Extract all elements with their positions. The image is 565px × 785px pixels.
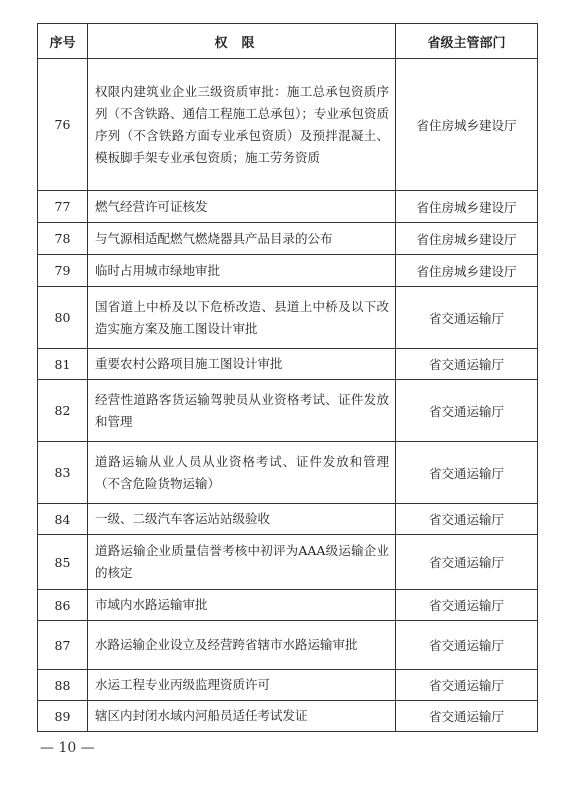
table-header-row bbox=[38, 24, 538, 59]
row-authority: 一级、二级汽车客运站站级验收 bbox=[88, 504, 396, 535]
row-no: 78 bbox=[38, 223, 88, 255]
header-dept: 省级主管部门 bbox=[396, 24, 538, 59]
table-row bbox=[38, 504, 538, 535]
table-row bbox=[38, 223, 538, 255]
table-row bbox=[38, 380, 538, 442]
table-row bbox=[38, 701, 538, 732]
row-no: 82 bbox=[38, 380, 88, 442]
table-row bbox=[38, 59, 538, 191]
row-authority: 与气源相适配燃气燃烧器具产品目录的公布 bbox=[88, 223, 396, 255]
row-authority: 市域内水路运输审批 bbox=[88, 590, 396, 621]
row-dept: 省交通运输厅 bbox=[396, 349, 538, 380]
table-row bbox=[38, 255, 538, 287]
row-authority: 燃气经营许可证核发 bbox=[88, 191, 396, 223]
row-authority: 道路运输从业人员从业资格考试、证件发放和管理（不含危险货物运输） bbox=[88, 442, 396, 504]
row-no: 83 bbox=[38, 442, 88, 504]
header-no: 序号 bbox=[38, 24, 88, 59]
row-authority: 权限内建筑业企业三级资质审批：施工总承包资质序列（不含铁路、通信工程施工总承包）；专业承包资质序列（不含铁路方面专业承包资质）及预拌混凝土、模板脚手架专业承包资质；施工劳务资质 bbox=[88, 59, 396, 191]
table-row bbox=[38, 621, 538, 670]
row-dept: 省交通运输厅 bbox=[396, 287, 538, 349]
row-no: 84 bbox=[38, 504, 88, 535]
row-dept: 省住房城乡建设厅 bbox=[396, 59, 538, 191]
row-dept: 省交通运输厅 bbox=[396, 535, 538, 590]
authority-table bbox=[37, 23, 538, 732]
row-no: 76 bbox=[38, 59, 88, 191]
row-no: 87 bbox=[38, 621, 88, 670]
row-no: 79 bbox=[38, 255, 88, 287]
table-row bbox=[38, 191, 538, 223]
row-dept: 省交通运输厅 bbox=[396, 670, 538, 701]
row-no: 86 bbox=[38, 590, 88, 621]
row-authority: 经营性道路客货运输驾驶员从业资格考试、证件发放和管理 bbox=[88, 380, 396, 442]
row-dept: 省交通运输厅 bbox=[396, 590, 538, 621]
row-no: 85 bbox=[38, 535, 88, 590]
table-row bbox=[38, 287, 538, 349]
row-dept: 省住房城乡建设厅 bbox=[396, 255, 538, 287]
table-row bbox=[38, 535, 538, 590]
table-row bbox=[38, 670, 538, 701]
row-dept: 省交通运输厅 bbox=[396, 701, 538, 732]
row-dept: 省住房城乡建设厅 bbox=[396, 191, 538, 223]
row-authority: 重要农村公路项目施工图设计审批 bbox=[88, 349, 396, 380]
table-row bbox=[38, 442, 538, 504]
row-authority: 临时占用城市绿地审批 bbox=[88, 255, 396, 287]
row-authority: 道路运输企业质量信誉考核中初评为AAA级运输企业的核定 bbox=[88, 535, 396, 590]
row-no: 77 bbox=[38, 191, 88, 223]
row-dept: 省交通运输厅 bbox=[396, 380, 538, 442]
row-no: 89 bbox=[38, 701, 88, 732]
row-authority: 水路运输企业设立及经营跨省辖市水路运输审批 bbox=[88, 621, 396, 670]
row-no: 80 bbox=[38, 287, 88, 349]
header-authority: 权限 bbox=[88, 24, 396, 59]
page-number: — 10 — bbox=[40, 740, 95, 756]
row-dept: 省交通运输厅 bbox=[396, 621, 538, 670]
row-dept: 省住房城乡建设厅 bbox=[396, 223, 538, 255]
row-dept: 省交通运输厅 bbox=[396, 442, 538, 504]
row-authority: 国省道上中桥及以下危桥改造、县道上中桥及以下改造实施方案及施工图设计审批 bbox=[88, 287, 396, 349]
table-row bbox=[38, 590, 538, 621]
row-authority: 水运工程专业丙级监理资质许可 bbox=[88, 670, 396, 701]
row-no: 88 bbox=[38, 670, 88, 701]
table-row bbox=[38, 349, 538, 380]
row-dept: 省交通运输厅 bbox=[396, 504, 538, 535]
row-authority: 辖区内封闭水域内河船员适任考试发证 bbox=[88, 701, 396, 732]
row-no: 81 bbox=[38, 349, 88, 380]
